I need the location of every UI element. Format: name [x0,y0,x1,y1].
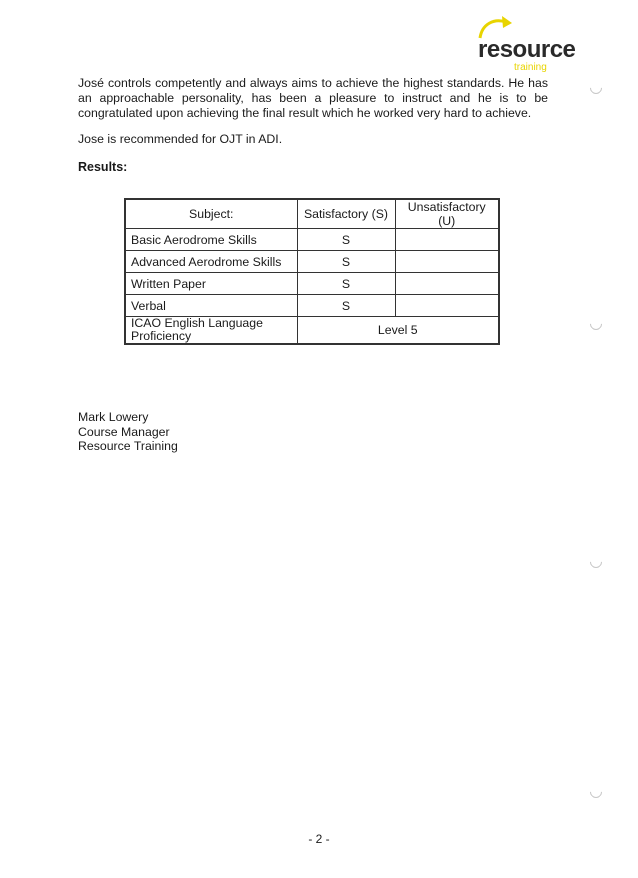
scan-mark [588,80,605,97]
unsatisfactory-cell [395,295,499,317]
intro-paragraph: José controls competently and always aims to achieve the highest standards. He has an approachable personality, has been a pleasure to instruct and he is to be congratulated upon achieving the final result which he worked very hard to achieve. [78,76,548,120]
recommendation-text: Jose is recommended for OJT in ADI. [78,132,283,146]
scan-mark [588,554,605,571]
signatory-organization: Resource Training [78,439,178,453]
header-unsatisfactory: Unsatisfactory (U) [395,199,499,229]
results-table [124,198,500,345]
table-row [125,273,499,295]
table-row [125,295,499,317]
header-subject: Subject: [125,199,297,229]
resource-training-logo [470,14,590,76]
results-heading: Results: [78,160,128,174]
subject-cell: Verbal [125,295,297,317]
subject-cell: Basic Aerodrome Skills [125,229,297,251]
icao-level-cell: Level 5 [297,317,499,345]
scan-mark [588,784,605,801]
satisfactory-cell: S [297,273,395,295]
results-header-row [125,199,499,229]
table-row [125,229,499,251]
logo-tagline: training [514,62,547,73]
icao-row [125,317,499,345]
unsatisfactory-cell [395,229,499,251]
scan-mark [588,316,605,333]
table-row [125,251,499,273]
satisfactory-cell: S [297,229,395,251]
signatory-name: Mark Lowery [78,410,149,424]
unsatisfactory-cell [395,251,499,273]
subject-cell: Written Paper [125,273,297,295]
signature-block [78,410,178,454]
page-number: - 2 - [308,832,330,846]
satisfactory-cell: S [297,251,395,273]
satisfactory-cell: S [297,295,395,317]
signatory-title: Course Manager [78,424,170,439]
subject-cell: Advanced Aerodrome Skills [125,251,297,273]
logo-wordmark: resource [478,36,576,63]
unsatisfactory-cell [395,273,499,295]
header-satisfactory: Satisfactory (S) [297,199,395,229]
icao-subject-cell: ICAO English Language Proficiency [125,317,297,345]
